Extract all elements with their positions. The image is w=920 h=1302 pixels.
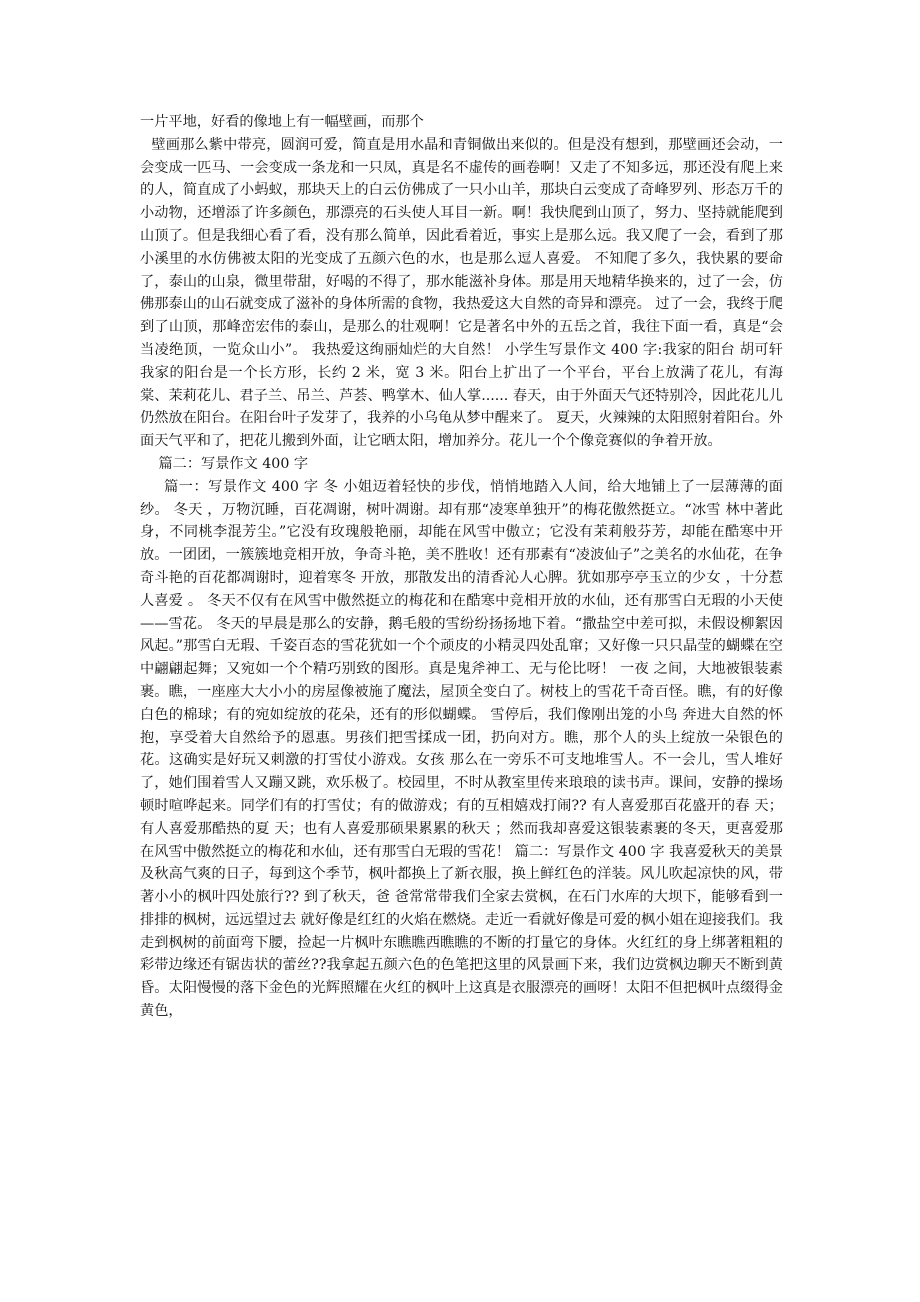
document-page bbox=[140, 111, 783, 1023]
section-heading: 篇二：写景作文 400 字 bbox=[158, 455, 309, 472]
paragraph-taishan: 壁画那么紫中带亮，圆润可爱，简直是用水晶和青铜做出来似的。但是没有想到，那壁画还会动，一会变成一匹马、一会变成一条龙和一只凤，真是名不虚传的画卷啊！又走了不知多远，那还没有爬上来的人，简直成了小蚂蚁，那块天上的白云仿佛成了一只小山羊，那块白云变成了奇峰罗列、形态万千的小动物，还增添了许多颜色，那漂亮的石头使人耳目一新。啊！我快爬到山顶了，努力、坚持就能爬到山顶了。但是我细心看了看，没有那么简单，因此看着近，事实上是那么远。我又爬了一会，看到了那小溪里的水仿佛被太阳的光变成了五颜六色的水，也是那么逗人喜爱。 不知爬了多久，我快累的要命了，泰山的山泉，微里带甜，好喝的不得了，那水能滋补身体。那是用天地精华换来的，过了一会，仿佛那泰山的山石就变成了滋补的身体所需的食物，我热爱这大自然的奇异和漂亮。 过了一会，我终于爬到了山顶，那峰峦宏伟的泰山，是那么的壮观啊！它是著名中外的五岳之首，我往下面一看，真是“会当凌绝顶，一览众山小”。 我热爱这绚丽灿烂的大自然！ 小学生写景作文 400 字:我家的阳台 胡可轩 我家的阳台是一个长方形，长约 2 米，宽 3 米。阳台上扩出了一个平台，平台上放满了花儿，有海棠、茉莉花儿、君子兰、吊兰、芦荟、鸭掌木、仙人掌...... 春天，由于外面天气还特别冷，因此花儿儿仍然放在阳台。在阳台叶子发芽了，我养的小乌龟从梦中醒来了。 夏天，火辣辣的太阳照射着阳台。外面天气平和了，把花儿搬到外面，让它晒太阳，增加养分。花儿一个个像竞赛似的争着开放。 bbox=[140, 136, 783, 450]
paragraph-opening: 一片平地，好看的像地上有一幅壁画，而那个 bbox=[140, 114, 424, 130]
paragraph-winter-autumn: 篇一：写景作文 400 字 冬 小姐迈着轻快的步伐，悄悄地踏入人间，给大地铺上了一层薄薄的面纱。 冬天 ，万物沉睡，百花凋谢，树叶凋谢。却有那“凌寒单独开”的梅花傲然挺立。“冰雪 林中著此身，不同桃李混芳尘。”它没有玫瑰般艳丽，却能在风雪中傲立；它没有茉莉般芬芳，却能在酷寒中开放。一团团，一簇簇地竞相开放，争奇斗艳，美不胜收！还有那素有“凌波仙子”之美名的水仙花，在争奇斗艳的百花都凋谢时，迎着寒冬 开放，那散发出的清香沁人心脾。犹如那亭亭玉立的少女 ，十分惹人喜爱 。 冬天不仅有在风雪中傲然挺立的梅花和在酷寒中竞相开放的水仙，还有那雪白无瑕的小天使 ——雪花。 冬天的早晨是那么的安静，鹅毛般的雪纷纷扬扬地下着。“撒盐空中差可拟，未假设柳絮因风起。”那雪白无瑕、千姿百态的雪花犹如一个个顽皮的小精灵四处乱窜；又好像一只只晶莹的蝴蝶在空中翩翩起舞；又宛如一个个精巧别致的图形。真是鬼斧神工、无与伦比呀！ 一夜 之间，大地被银装素裹。瞧，一座座大大小小的房屋像被施了魔法，屋顶全变白了。树枝上的雪花千奇百怪。瞧，有的好像白色的棉球；有的宛如绽放的花朵，还有的形似蝴蝶。 雪停后，我们像刚出笼的小鸟 奔进大自然的怀抱，享受着大自然给予的恩惠。男孩们把雪揉成一团，扔向对方。瞧，那个人的头上绽放一朵银色的花。这确实是好玩又刺激的打雪仗小游戏。女孩 那么在一旁乐不可支地堆雪人。不一会儿，雪人堆好了，她们围着雪人又蹦又跳，欢乐极了。校园里，不时从教室里传来琅琅的读书声。课间，安静的操场顿时喧哗起来。同学们有的打雪仗；有的做游戏；有的互相嬉戏打闹?? 有人喜爱那百花盛开的春 天；有人喜爱那酷热的夏 天；也有人喜爱那硕果累累的秋天 ；然而我却喜爱这银装素裹的冬天，更喜爱那在风雪中傲然挺立的梅花和水仙，还有那雪白无瑕的雪花！ 篇二：写景作文 400 字 我喜爱秋天的美景及秋高气爽的日子，每到这个季节，枫叶都换上了新衣服，换上鲜红色的洋装。风儿吹起凉快的风，带著小小的枫叶四处旅行?? 到了秋天，爸 爸常常带我们全家去赏枫，在石门水库的大坝下，能够看到一排排的枫树，远远望过去 就好像是红红的火焰在燃烧。走近一看就好像是可爱的枫小姐在迎接我们。我走到枫树的前面弯下腰，捡起一片枫叶东瞧瞧西瞧瞧的不断的打量它的身体。火红红的身上绑著粗粗的彩带边缘还有锯齿状的蕾丝??我拿起五颜六色的色笔把这里的风景画下来，我们边赏枫边聊天不断到黄昏。太阳慢慢的落下金色的光辉照耀在火红的枫叶上这真是衣服漂亮的画呀！太阳不但把枫叶点缀得金黄色， bbox=[140, 478, 783, 1020]
